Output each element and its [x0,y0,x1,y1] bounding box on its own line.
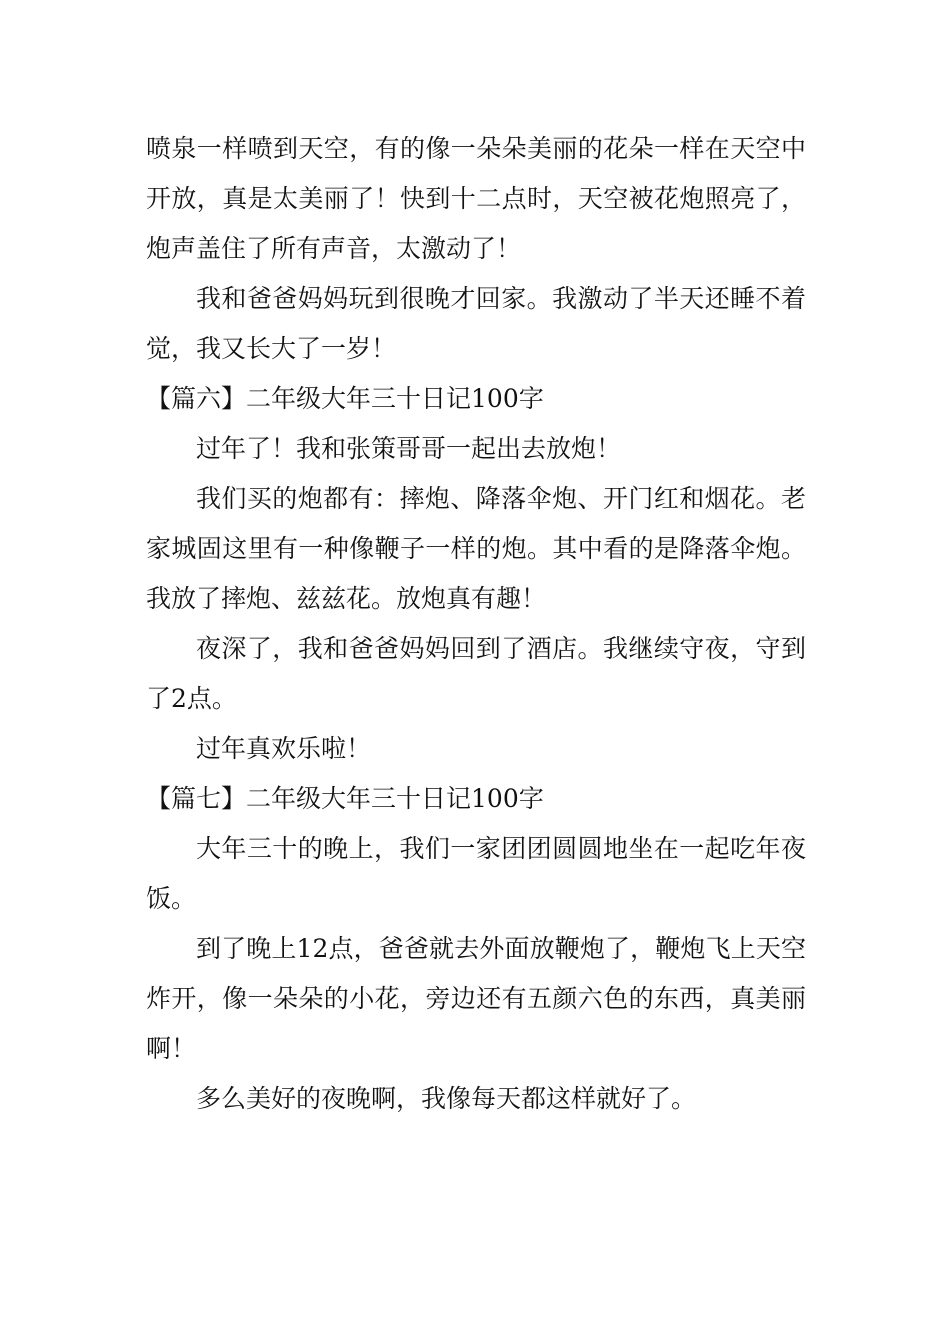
paragraph: 大年三十的晚上，我们一家团团圆圆地坐在一起吃年夜饭。 [146,834,806,913]
paragraph: 夜深了，我和爸爸妈妈回到了酒店。我继续守夜，守到了2点。 [146,634,806,713]
section-heading-6: 【篇六】二年级大年三十日记100字 [146,384,544,413]
section-heading-7: 【篇七】二年级大年三十日记100字 [146,784,544,813]
paragraph: 我和爸爸妈妈玩到很晚才回家。我激动了半天还睡不着觉，我又长大了一岁！ [146,284,806,363]
paragraph: 我们买的炮都有：摔炮、降落伞炮、开门红和烟花。老家城固这里有一种像鞭子一样的炮。其中看的是降落伞炮。我放了摔炮、兹兹花。放炮真有趣！ [146,484,806,613]
paragraph: 过年真欢乐啦！ [196,734,372,763]
paragraph: 多么美好的夜晚啊，我像每天都这样就好了。 [196,1084,697,1113]
paragraph: 到了晚上12点，爸爸就去外面放鞭炮了，鞭炮飞上天空炸开，像一朵朵的小花，旁边还有五颜六色的东西，真美丽啊！ [146,934,806,1063]
paragraph-continuation: 喷泉一样喷到天空，有的像一朵朵美丽的花朵一样在天空中开放，真是太美丽了！快到十二点时，天空被花炮照亮了，炮声盖住了所有声音，太激动了！ [146,134,806,263]
paragraph: 过年了！我和张策哥哥一起出去放炮！ [196,434,622,463]
document-body [146,124,806,1124]
